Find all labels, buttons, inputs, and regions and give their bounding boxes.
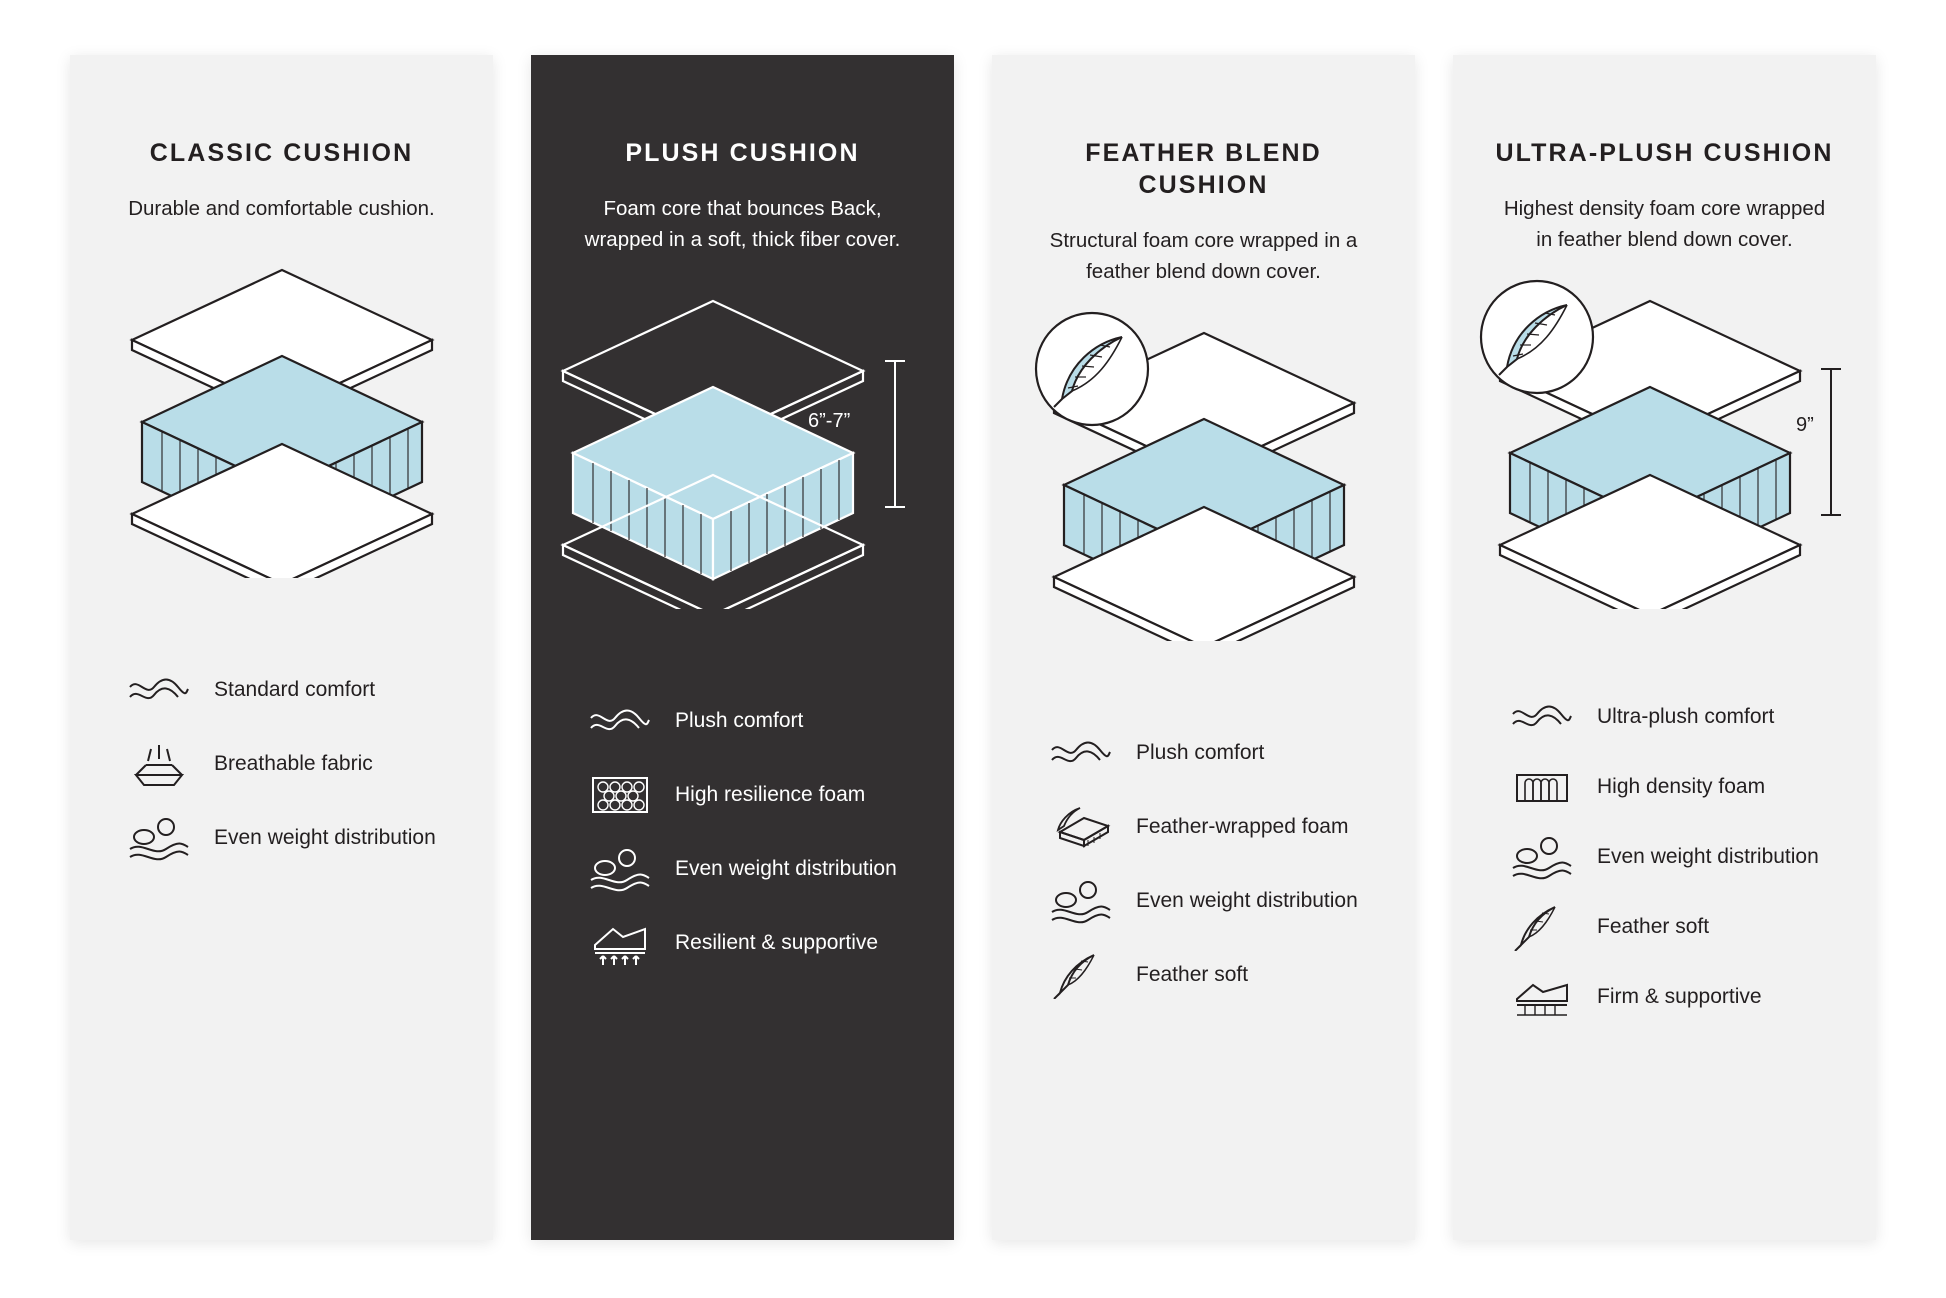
list-item	[126, 740, 457, 788]
feather-wrapped-foam-icon	[1048, 804, 1114, 850]
card-description: Highest density foam core wrapped in feather blend down cover.	[1503, 197, 1826, 251]
card-plush-cushion	[531, 55, 954, 1240]
card-classic-cushion	[70, 55, 493, 1240]
card-description: Durable and comfortable cushion.	[128, 197, 435, 220]
feature-label: High resilience foam	[675, 783, 866, 806]
feature-label: Even weight distribution	[214, 826, 436, 849]
list-item	[1048, 803, 1379, 851]
exploded-cushion-diagram	[531, 279, 954, 679]
exploded-cushion-diagram	[992, 311, 1415, 711]
feature-label: Even weight distribution	[675, 857, 897, 880]
list-item	[1509, 903, 1840, 951]
dimension-marker	[885, 361, 905, 507]
feature-label: Plush comfort	[1136, 741, 1265, 764]
dimension-marker	[1821, 369, 1841, 515]
card-ultra-plush-cushion	[1453, 55, 1876, 1240]
feature-label: Even weight distribution	[1136, 889, 1358, 912]
feature-label: Feather soft	[1597, 915, 1710, 938]
feature-label: Firm & supportive	[1597, 985, 1762, 1008]
dimension-label: 9”	[1796, 414, 1814, 436]
feature-label: Plush comfort	[675, 709, 804, 732]
feature-list	[1453, 693, 1876, 1021]
feature-list	[531, 697, 954, 967]
feather-icon	[1048, 951, 1114, 999]
list-item	[1509, 693, 1840, 741]
page-title: FEATHER BLEND CUSHION	[1085, 139, 1322, 199]
exploded-cushion-diagram	[1453, 279, 1876, 679]
exploded-cushion-diagram	[70, 248, 493, 648]
list-item	[1509, 763, 1840, 811]
list-item	[1509, 973, 1840, 1021]
wave-icon	[587, 706, 653, 736]
feature-label: Even weight distribution	[1597, 845, 1819, 868]
card-feather-blend-cushion	[992, 55, 1415, 1240]
feather-badge-icon	[1036, 313, 1148, 425]
feature-label: Feather soft	[1136, 963, 1249, 986]
firm-support-icon	[1509, 975, 1575, 1019]
even-weight-icon	[587, 846, 653, 892]
feature-list	[70, 666, 493, 862]
list-item	[587, 845, 918, 893]
list-item	[587, 919, 918, 967]
feature-label: Breathable fabric	[214, 752, 373, 775]
wave-icon	[126, 675, 192, 705]
list-item	[587, 771, 918, 819]
feature-list	[992, 729, 1415, 999]
card-description: Structural foam core wrapped in a feather blend down cover.	[1049, 229, 1358, 283]
high-density-foam-icon	[1509, 767, 1575, 807]
resilient-support-icon	[587, 919, 653, 967]
feature-label: Feather-wrapped foam	[1136, 815, 1349, 838]
wave-icon	[1509, 702, 1575, 732]
list-item	[1048, 877, 1379, 925]
page-title: PLUSH CUSHION	[625, 139, 860, 167]
list-item	[126, 814, 457, 862]
card-description: Foam core that bounces Back, wrapped in a soft, thick fiber cover.	[584, 197, 901, 251]
page-title: ULTRA-PLUSH CUSHION	[1495, 139, 1834, 167]
dimension-label: 6”-7”	[808, 410, 851, 432]
wave-icon	[1048, 738, 1114, 768]
feather-badge-icon	[1481, 281, 1593, 393]
even-weight-icon	[1048, 878, 1114, 924]
feather-icon	[1509, 903, 1575, 951]
honeycomb-foam-icon	[587, 772, 653, 818]
list-item	[587, 697, 918, 745]
feature-label: Ultra-plush comfort	[1597, 705, 1775, 728]
even-weight-icon	[126, 815, 192, 861]
list-item	[1048, 951, 1379, 999]
page-title: CLASSIC CUSHION	[149, 139, 414, 167]
list-item	[1048, 729, 1379, 777]
feature-label: High density foam	[1597, 775, 1766, 798]
even-weight-icon	[1509, 834, 1575, 880]
feature-label: Resilient & supportive	[675, 931, 879, 954]
breathable-fabric-icon	[126, 741, 192, 787]
list-item	[1509, 833, 1840, 881]
list-item	[126, 666, 457, 714]
feature-label: Standard comfort	[214, 678, 376, 701]
